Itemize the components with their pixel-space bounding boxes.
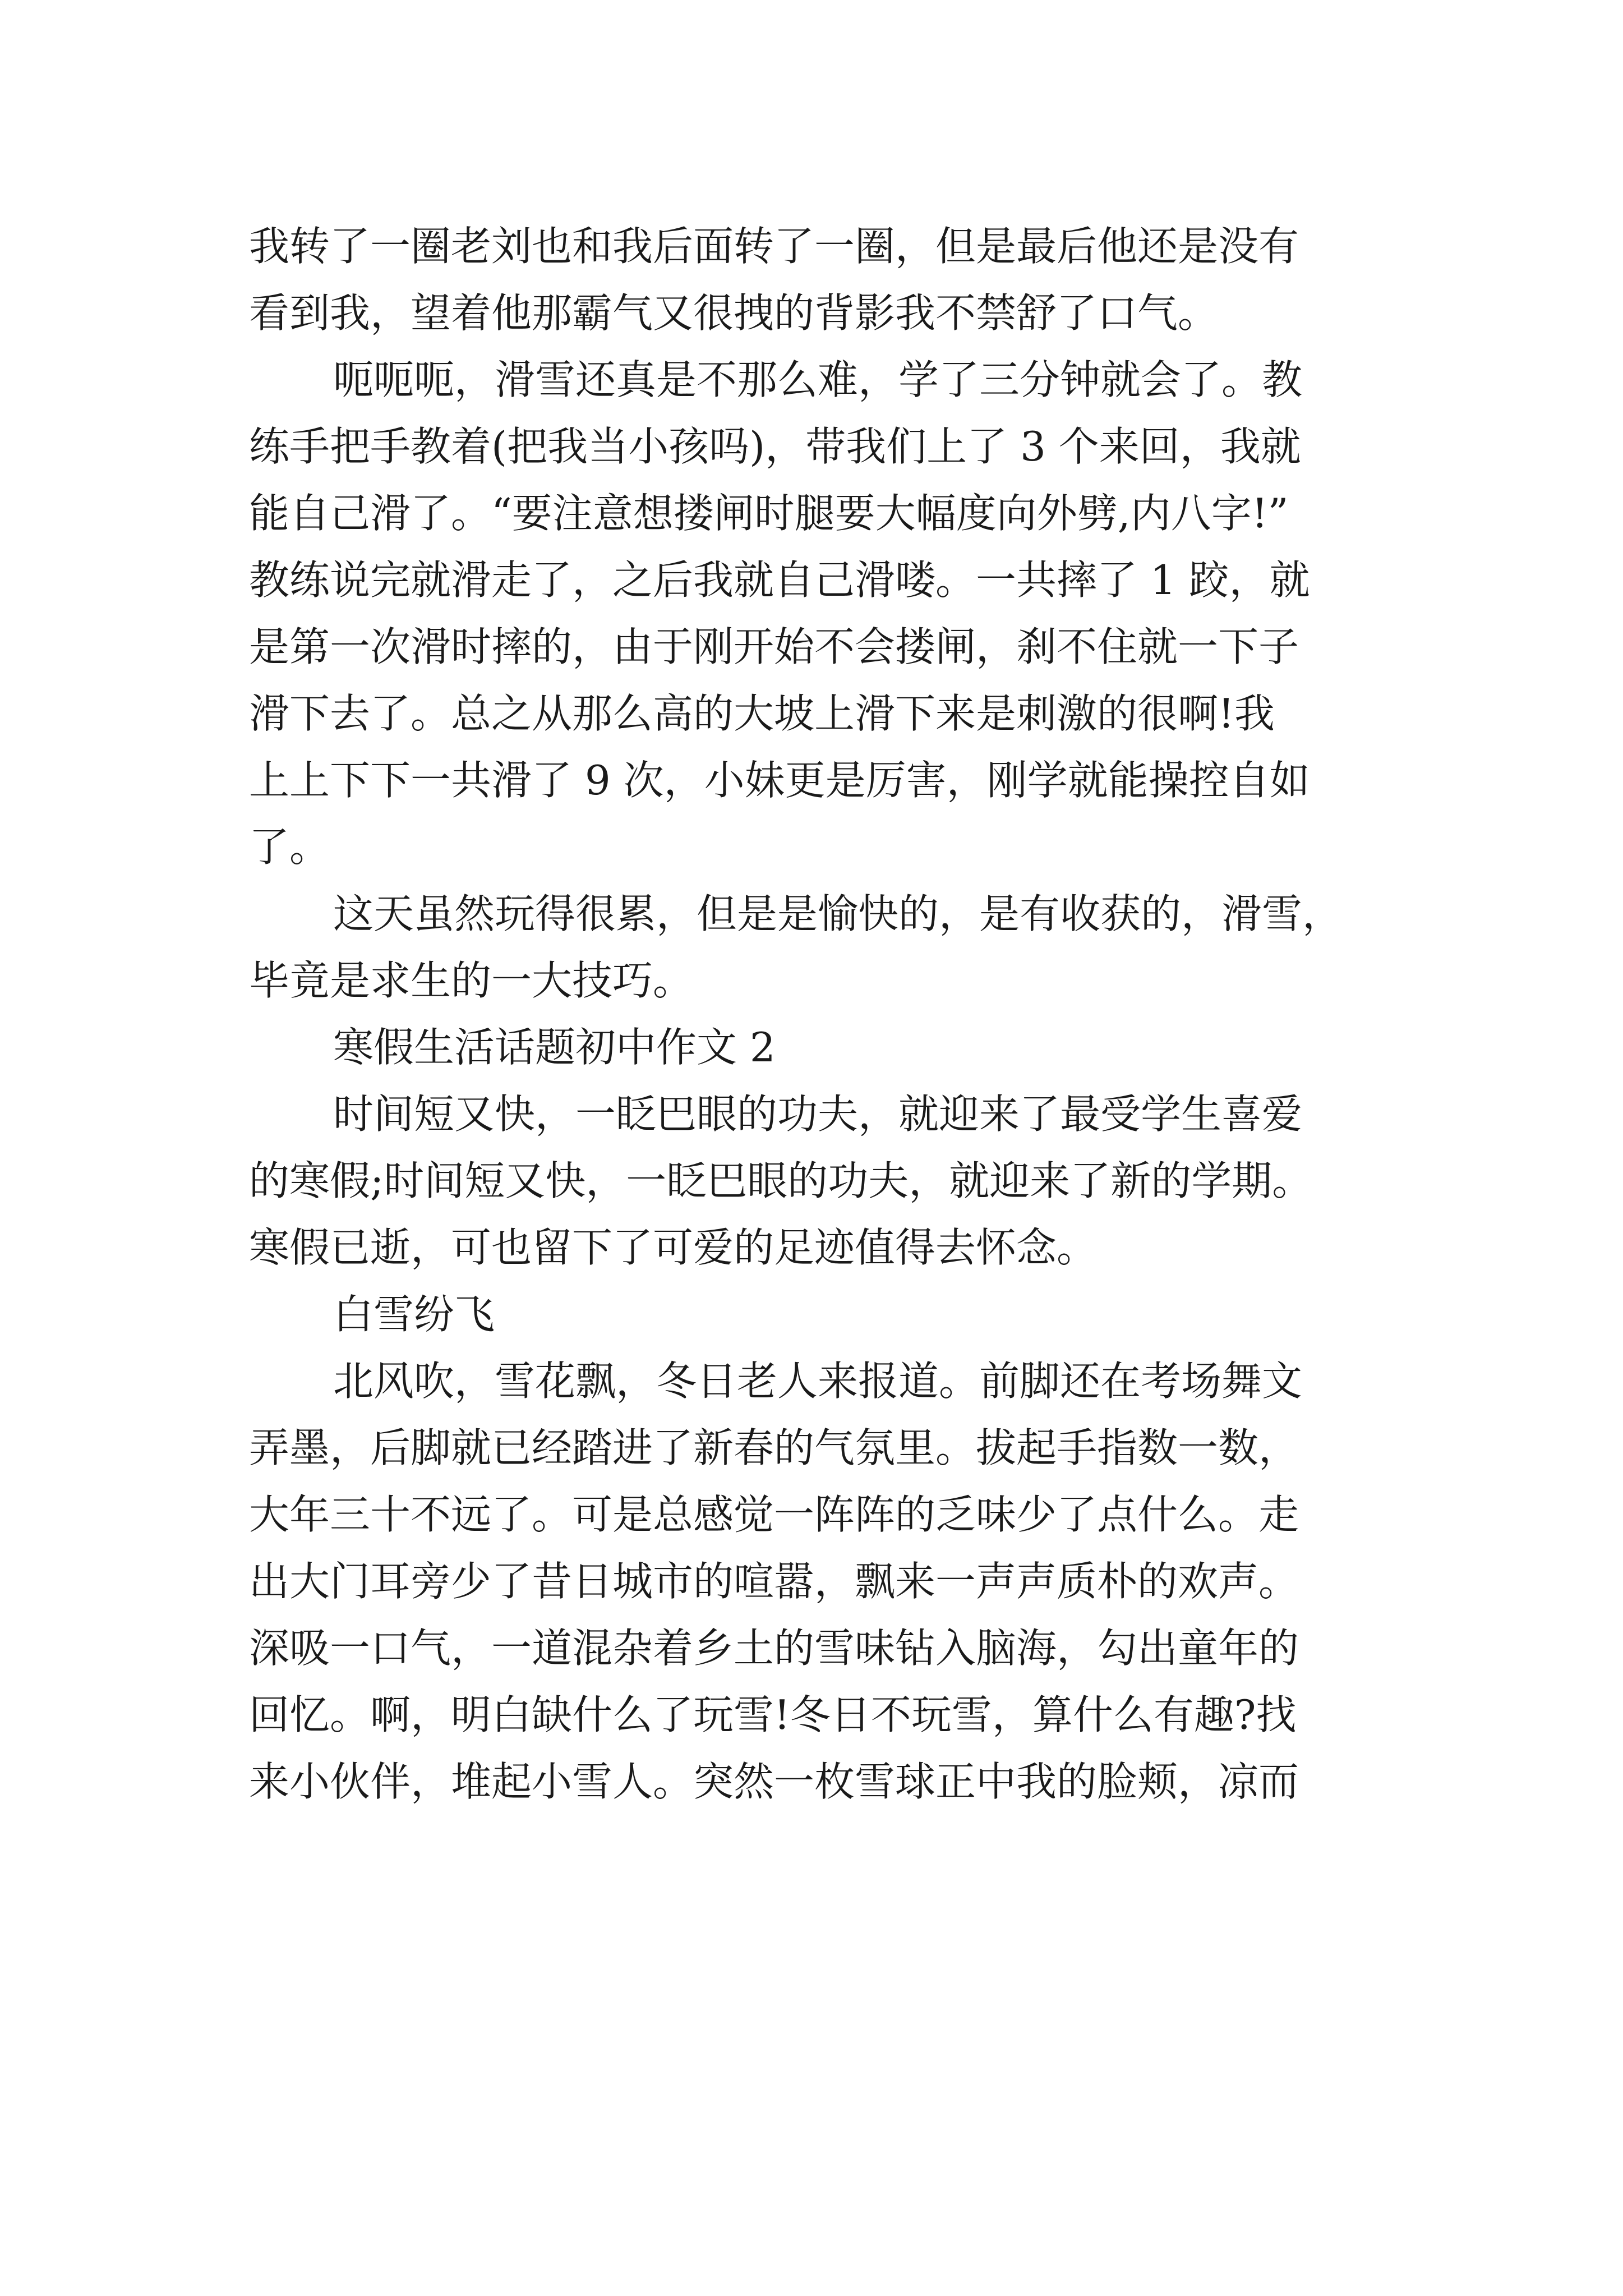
text-line: 大年三十不远了。可是总感觉一阵阵的乏味少了点什么。走 (249, 1491, 1299, 1538)
section-heading: 寒假生活话题初中作文 2 (333, 1024, 776, 1071)
text-line: 的寒假;时间短又快，一眨巴眼的功夫，就迎来了新的学期。 (249, 1157, 1313, 1204)
text-line: 练手把手教着(把我当小孩吗)，带我们上了 3 个来回，我就 (249, 423, 1301, 470)
subsection-heading: 白雪纷飞 (333, 1291, 495, 1338)
text-line: 这天虽然玩得很累，但是是愉快的，是有收获的，滑雪， (333, 890, 1343, 937)
text-line: 能自己滑了。“要注意想搂闸时腿要大幅度向外劈,内八字!” (249, 490, 1289, 537)
text-line: 滑下去了。总之从那么高的大坡上滑下来是刺激的很啊!我 (249, 690, 1275, 737)
text-line: 北风吹，雪花飘，冬日老人来报道。前脚还在考场舞文 (333, 1358, 1303, 1405)
text-line: 来小伙伴，堆起小雪人。突然一枚雪球正中我的脸颊，凉而 (249, 1758, 1299, 1805)
document-body (249, 213, 1393, 1815)
text-line: 深吸一口气，一道混杂着乡土的雪味钻入脑海，勾出童年的 (249, 1625, 1299, 1672)
text-line: 看到我，望着他那霸气又很拽的背影我不禁舒了口气。 (249, 289, 1219, 337)
text-line: 了。 (249, 823, 330, 871)
text-line: 时间短又快，一眨巴眼的功夫，就迎来了最受学生喜爱 (333, 1091, 1303, 1138)
text-line: 呃呃呃，滑雪还真是不那么难，学了三分钟就会了。教 (333, 356, 1303, 403)
text-line: 弄墨，后脚就已经踏进了新春的气氛里。拔起手指数一数， (249, 1424, 1299, 1471)
text-line: 是第一次滑时摔的，由于刚开始不会搂闸，刹不住就一下子 (249, 623, 1299, 670)
text-line: 毕竟是求生的一大技巧。 (249, 957, 694, 1004)
text-line: 我转了一圈老刘也和我后面转了一圈，但是最后他还是没有 (249, 223, 1299, 270)
text-line: 教练说完就滑走了，之后我就自己滑喽。一共摔了 1 跤，就 (249, 556, 1310, 604)
text-line: 出大门耳旁少了昔日城市的喧嚣，飘来一声声质朴的欢声。 (249, 1558, 1299, 1605)
text-line: 回忆。啊，明白缺什么了玩雪!冬日不玩雪，算什么有趣?找 (249, 1691, 1297, 1738)
text-line: 寒假已逝，可也留下了可爱的足迹值得去怀念。 (249, 1224, 1098, 1271)
text-line: 上上下下一共滑了 9 次，小妹更是厉害，刚学就能操控自如 (249, 757, 1310, 804)
